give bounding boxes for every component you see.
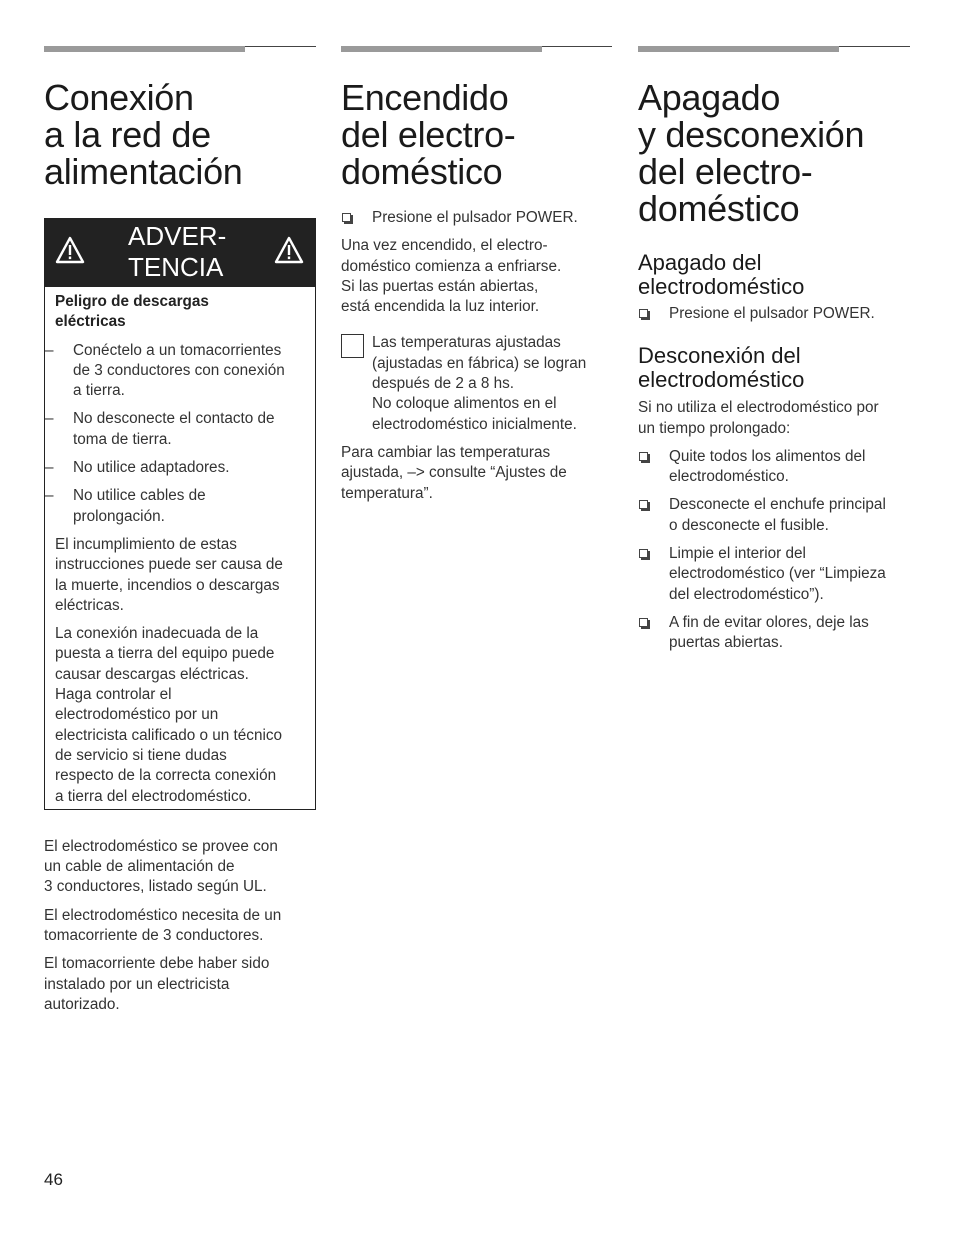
item-line: de 3 conductores con conexión: [73, 361, 285, 379]
body-paragraph: [44, 837, 316, 898]
note-line: electrodoméstico inicialmente.: [372, 415, 577, 433]
section-rule: [638, 44, 910, 52]
checkbox-bullet-icon: [639, 500, 648, 509]
column-power-on: [341, 44, 612, 504]
dash-bullet: –: [45, 459, 54, 477]
para-line: La conexión inadecuada de la: [55, 625, 259, 643]
heading-line: doméstico: [638, 188, 800, 229]
heading-connection: [44, 79, 316, 190]
step-line: Desconecte el enchufe principal: [669, 496, 886, 514]
step-line: puertas abiertas.: [669, 634, 783, 652]
section-rule: [341, 44, 612, 52]
subheading-line: Apagado del: [638, 250, 762, 275]
item-line: a tierra.: [73, 382, 125, 400]
checkbox-bullet-icon: [342, 213, 351, 222]
heading-power-on: [341, 79, 612, 190]
body-paragraph: [44, 906, 316, 947]
dash-bullet: –: [45, 410, 54, 428]
para-line: la muerte, incendios o descargas: [55, 576, 280, 594]
para-line: está encendida la luz interior.: [341, 298, 540, 316]
heading-line: del electro-: [341, 114, 516, 155]
para-line: autorizado.: [44, 995, 120, 1013]
checkbox-bullet-icon: [639, 309, 648, 318]
para-line: El electrodoméstico necesita de un: [44, 906, 282, 924]
para-line: 3 conductores, listado según UL.: [44, 878, 267, 896]
para-line: puesta a tierra del equipo puede: [55, 645, 275, 663]
hazard-title: [55, 292, 307, 333]
step-item: [638, 613, 910, 654]
note-line: Las temperaturas ajustadas: [372, 334, 561, 352]
note-line: No coloque alimentos en el: [372, 395, 557, 413]
column-power-off: [638, 44, 910, 654]
checkbox-bullet-icon: [639, 549, 648, 558]
subheading-disconnect: [638, 344, 910, 392]
para-line: instrucciones puede ser causa de: [55, 556, 283, 574]
item-line: No desconecte el contacto de: [73, 410, 275, 428]
heading-line: Encendido: [341, 77, 509, 118]
para-line: electricista calificado o un técnico: [55, 726, 283, 744]
para-line: Si las puertas están abiertas,: [341, 277, 539, 295]
heading-line: del electro-: [638, 151, 813, 192]
step-item: [638, 447, 910, 488]
para-line: de servicio si tiene dudas: [55, 746, 227, 764]
step-item: [638, 495, 910, 536]
warning-header: [44, 218, 316, 287]
body-paragraph: [638, 398, 910, 439]
heading-power-off: [638, 79, 910, 227]
item-line: No utilice cables de: [73, 487, 206, 505]
para-line: Haga controlar el: [55, 686, 172, 704]
body-paragraph: [44, 954, 316, 1015]
step-item: [341, 208, 612, 228]
item-line: toma de tierra.: [73, 430, 172, 448]
warning-triangle-icon: [274, 236, 304, 264]
heading-line: a la red de: [44, 114, 211, 155]
warning-item: [45, 341, 307, 402]
page-number: 46: [44, 1170, 63, 1189]
warning-title-line: ADVER-: [128, 221, 227, 251]
step-line: Limpie el interior del: [669, 545, 806, 563]
warning-title: [128, 221, 226, 283]
subheading-line: electrodoméstico: [638, 274, 805, 299]
step-line: electrodoméstico (ver “Limpieza: [669, 565, 886, 583]
step-line: electrodoméstico.: [669, 468, 789, 486]
warning-body: [44, 287, 316, 810]
para-line: eléctricas.: [55, 596, 124, 614]
warning-item: [45, 458, 307, 478]
para-line: El tomacorriente debe haber sido: [44, 955, 270, 973]
step-line: A fin de evitar olores, deje las: [669, 613, 869, 631]
item-line: Conéctelo a un tomacorrientes: [73, 341, 282, 359]
warning-item: [45, 409, 307, 450]
para-line: temperatura”.: [341, 484, 433, 502]
subheading-line: electrodoméstico: [638, 367, 805, 393]
para-line: El electrodoméstico se provee con: [44, 837, 278, 855]
note-block: [341, 333, 612, 434]
warning-triangle-icon: [55, 236, 85, 264]
para-line: Una vez encendido, el electro-: [341, 237, 548, 255]
para-line: instalado por un electricista: [44, 975, 230, 993]
item-line: No utilice adaptadores.: [73, 459, 230, 477]
para-line: ajustada, –> consulte “Ajustes de: [341, 464, 567, 482]
para-line: a tierra del electrodoméstico.: [55, 787, 252, 805]
hazard-line: eléctricas: [55, 313, 126, 331]
para-line: tomacorriente de 3 conductores.: [44, 927, 264, 945]
warning-item: [45, 486, 307, 527]
warning-paragraph: [55, 535, 307, 616]
para-line: Para cambiar las temperaturas: [341, 443, 551, 461]
para-line: Si no utiliza el electrodoméstico por: [638, 399, 879, 417]
para-line: doméstico comienza a enfriarse.: [341, 257, 562, 275]
dash-bullet: –: [45, 487, 54, 505]
body-paragraph: [341, 236, 612, 317]
dash-bullet: –: [45, 341, 54, 359]
para-line: electrodoméstico por un: [55, 706, 219, 724]
section-rule: [44, 44, 316, 52]
body-paragraph: [341, 443, 612, 504]
para-line: un tiempo prolongado:: [638, 419, 791, 437]
checkbox-bullet-icon: [639, 452, 648, 461]
column-connection: [44, 44, 316, 1015]
para-line: El incumplimiento de estas: [55, 535, 237, 553]
para-line: un cable de alimentación de: [44, 858, 235, 876]
step-line: o desconecte el fusible.: [669, 516, 829, 534]
heading-line: y desconexión: [638, 114, 865, 155]
heading-line: Conexión: [44, 77, 194, 118]
note-line: (ajustadas en fábrica) se logran: [372, 354, 587, 372]
note-box-icon: [341, 334, 364, 358]
para-line: causar descargas eléctricas.: [55, 665, 249, 683]
subheading-switch-off: [638, 251, 910, 299]
step-item: [638, 544, 910, 605]
note-line: después de 2 a 8 hs.: [372, 375, 515, 393]
item-line: prolongación.: [73, 507, 165, 525]
step-item: [638, 304, 910, 324]
checkbox-bullet-icon: [639, 618, 648, 627]
subheading-line: Desconexión del: [638, 343, 801, 369]
heading-line: doméstico: [341, 151, 503, 192]
warning-paragraph: [55, 624, 307, 807]
step-text: Presione el pulsador POWER.: [669, 305, 875, 322]
warning-title-line: TENCIA: [128, 252, 224, 282]
heading-line: alimentación: [44, 151, 243, 192]
step-line: del electrodoméstico”).: [669, 585, 824, 603]
heading-line: Apagado: [638, 77, 781, 118]
step-text: Presione el pulsador POWER.: [372, 209, 578, 226]
step-line: Quite todos los alimentos del: [669, 447, 866, 465]
para-line: respecto de la correcta conexión: [55, 767, 277, 785]
hazard-line: Peligro de descargas: [55, 293, 209, 310]
